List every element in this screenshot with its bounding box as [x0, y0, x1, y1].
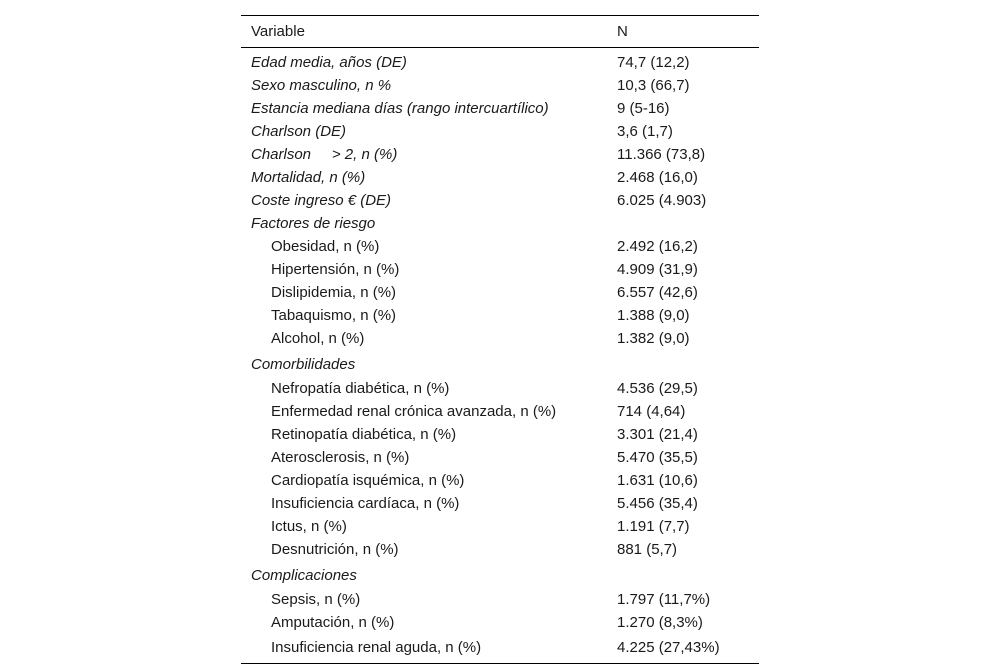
row-value: 6.557 (42,6) — [617, 284, 698, 301]
table-row — [241, 400, 759, 423]
row-value: 10,3 (66,7) — [617, 77, 690, 94]
data-table — [241, 15, 759, 664]
table-row — [241, 97, 759, 120]
row-value: 1.382 (9,0) — [617, 330, 690, 347]
row-label: Insuficiencia renal aguda, n (%) — [241, 634, 607, 664]
table-row — [241, 634, 759, 664]
row-value: 1.270 (8,3%) — [617, 614, 703, 631]
row-value: 6.025 (4.903) — [617, 192, 707, 209]
column-header-n: N — [607, 16, 759, 48]
row-label: Hipertensión, n (%) — [271, 261, 400, 278]
row-label: Coste ingreso € (DE) — [251, 192, 392, 209]
row-value: 4.909 (31,9) — [617, 261, 698, 278]
row-value: 1.631 (10,6) — [617, 472, 698, 489]
table-row — [241, 423, 759, 446]
row-label: Charlson (DE) — [251, 123, 347, 140]
row-label: Retinopatía diabética, n (%) — [271, 426, 457, 443]
table-row — [241, 48, 759, 75]
table-row — [241, 166, 759, 189]
table-row — [241, 469, 759, 492]
table-row — [241, 327, 759, 350]
row-label: Edad media, años (DE) — [251, 54, 407, 71]
row-value: 11.366 (73,8) — [617, 146, 706, 163]
row-label: Alcohol, n (%) — [271, 330, 365, 347]
row-label: Cardiopatía isquémica, n (%) — [271, 472, 465, 489]
table-body — [241, 48, 759, 664]
row-label: Enfermedad renal crónica avanzada, n (%) — [271, 403, 557, 420]
table-row — [241, 281, 759, 304]
row-label: Obesidad, n (%) — [271, 238, 380, 255]
row-value: 3.301 (21,4) — [617, 426, 698, 443]
table-row — [241, 189, 759, 212]
row-value: 9 (5-16) — [617, 100, 670, 117]
row-label: Ictus, n (%) — [271, 518, 347, 535]
table-row — [241, 74, 759, 97]
row-value: 1.388 (9,0) — [617, 307, 690, 324]
section-title: Factores de riesgo — [251, 215, 376, 232]
row-label: Amputación, n (%) — [271, 614, 395, 631]
column-header-variable: Variable — [241, 16, 607, 48]
row-value: 4.536 (29,5) — [617, 380, 698, 397]
row-label: Mortalidad, n (%) — [251, 169, 366, 186]
row-value: 1.797 (11,7%) — [617, 591, 711, 608]
row-value: 881 (5,7) — [617, 541, 678, 558]
table-row — [241, 492, 759, 515]
table-row — [241, 304, 759, 327]
table-row — [241, 515, 759, 538]
row-value: 74,7 (12,2) — [617, 54, 690, 71]
row-label: Insuficiencia cardíaca, n (%) — [271, 495, 460, 512]
row-value: 4.225 (27,43%) — [607, 634, 759, 664]
row-value: 5.456 (35,4) — [617, 495, 698, 512]
section-title: Comorbilidades — [251, 356, 356, 373]
table-row — [241, 588, 759, 611]
row-value: 714 (4,64) — [617, 403, 686, 420]
row-label: Sepsis, n (%) — [271, 591, 361, 608]
row-label: Charlson > 2, n (%) — [251, 146, 398, 163]
row-label: Dislipidemia, n (%) — [271, 284, 397, 301]
table-row — [241, 143, 759, 166]
row-value: 2.492 (16,2) — [617, 238, 698, 255]
row-label: Estancia mediana días (rango intercuartílico) — [251, 100, 549, 117]
row-label: Tabaquismo, n (%) — [271, 307, 397, 324]
row-label: Nefropatía diabética, n (%) — [271, 380, 450, 397]
table-row — [241, 235, 759, 258]
section-header-complicaciones — [241, 561, 759, 588]
section-title: Complicaciones — [251, 567, 357, 584]
section-header-comorbilidades — [241, 350, 759, 377]
table-header — [241, 16, 759, 48]
row-value: 5.470 (35,5) — [617, 449, 698, 466]
section-header-factores — [241, 212, 759, 235]
table-row — [241, 120, 759, 143]
table-row — [241, 446, 759, 469]
data-table-container — [241, 15, 759, 664]
row-value: 2.468 (16,0) — [617, 169, 698, 186]
row-label: Aterosclerosis, n (%) — [271, 449, 410, 466]
table-row — [241, 258, 759, 281]
row-label: Sexo masculino, n % — [251, 77, 392, 94]
table-row — [241, 377, 759, 400]
row-label: Desnutrición, n (%) — [271, 541, 399, 558]
header-row — [241, 16, 759, 48]
row-value: 1.191 (7,7) — [617, 518, 690, 535]
row-value: 3,6 (1,7) — [617, 123, 673, 140]
table-row — [241, 538, 759, 561]
table-row — [241, 611, 759, 634]
